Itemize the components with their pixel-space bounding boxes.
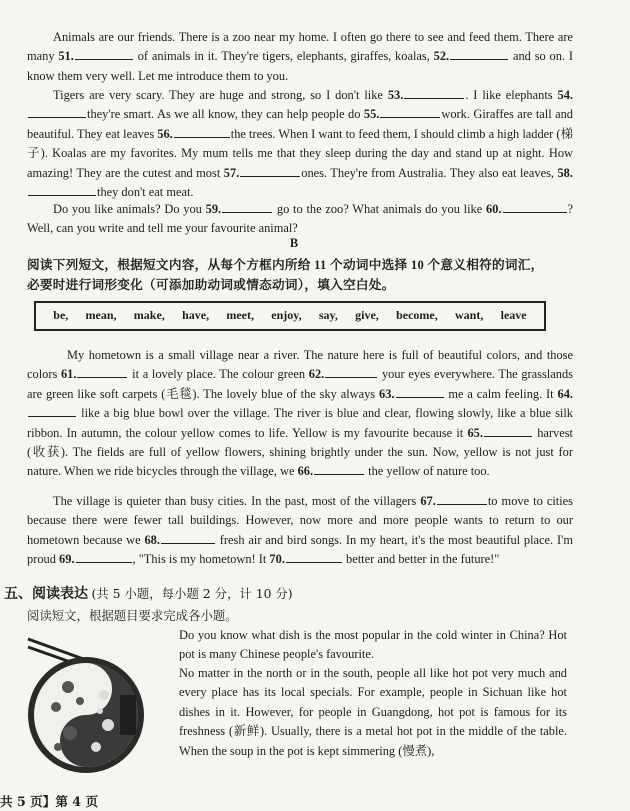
blank-69[interactable] [76,550,132,563]
passage-a-paragraph-1 [27,28,573,86]
blank-62[interactable] [325,365,377,378]
text: better and better in the future!" [346,552,500,567]
section-b-instruction-line-2: 必要时进行词形变化（可添加助动词或情态动词），填入空白处。 [27,278,395,292]
text: it a lovely place. The colour green [132,367,306,382]
question-51-number: 51. [58,49,74,64]
hot-pot-illustration [8,635,168,775]
blank-52[interactable] [450,47,508,60]
word-bank-item: have, [182,308,210,323]
question-52-number: 52. [433,49,450,64]
question-66-number: 66. [297,464,314,479]
passage-a-paragraph-3 [27,200,573,239]
word-bank-item: become, [396,308,438,323]
text: fresh air and bird songs. In my heart, it's the most beautiful place. I'm proud [27,532,573,567]
word-bank-box [34,301,546,331]
blank-70[interactable] [286,550,342,563]
blank-59[interactable] [222,200,272,213]
passage-b-paragraph-2 [27,492,573,570]
blank-64[interactable] [28,404,76,417]
question-60-number: 60. [486,202,502,216]
blank-58[interactable] [28,183,96,196]
text: ? Well, can you write and tell me your favourite animal? [27,202,573,236]
section-b-instruction-line-1: 阅读下列短文，根据短文内容，从每个方框内所给 11 个动词中选择 10 个意义相符的词汇， [27,258,544,272]
text: the yellow of nature too. [368,464,490,479]
section-5-instruction: 阅读短文，根据题目要求完成各小题。 [27,608,238,623]
question-65-number: 65. [467,425,483,440]
text: Do you like animals? Do you [53,202,202,216]
question-56-number: 56. [157,126,173,141]
passage-c-paragraph-2: No matter in the north or in the south, people all like hot pot very much and every place has its local specials. For example, people in Sichuan like hot dishes in it. However, for people in Guangdong, hot pot is famous for its freshness (新鲜). Usually, there is a metal hot pot in the middle of the table. When the soup in the pot is kept simmering (慢煮), [179,666,567,758]
word-bank-item: be, [53,308,69,323]
question-64-number: 64. [557,386,573,401]
text: Tigers are very scary. They are huge and strong, so I don't like [53,88,383,102]
word-bank-item: enjoy, [271,308,302,323]
text: work. Giraffes are tall and beautiful. They eat leaves [27,107,573,141]
passage-a-paragraph-2 [27,86,573,202]
question-59-number: 59. [205,202,222,216]
question-61-number: 61. [60,367,77,382]
word-bank-item: want, [455,308,484,323]
text: the trees. When I want to feed them, I should climb a high ladder (梯子). Koalas are my favorites. My mum tells me that they sleep during the day and stand up at night. How amazing! They are the cutest and most [27,126,573,180]
question-70-number: 70. [269,552,285,567]
blank-65[interactable] [484,424,532,437]
text: of animals in it. They're tigers, elephants, giraffes, koalas, [137,49,430,64]
word-bank-item: meet, [226,308,254,323]
blank-56[interactable] [174,125,230,138]
blank-54[interactable] [28,105,86,118]
text: like a big blue bowl over the village. The river is blue and clear, flowing slowly, like a blue silk ribbon. In autumn, the colour yellow comes to life. Yellow is my favourite because it [27,406,573,440]
blank-67[interactable] [437,492,487,505]
text: they're smart. As we all know, they can help people do [87,107,361,122]
section-5-title: 五、阅读表达 [4,586,88,602]
text: My hometown is a small village near a river. The nature here is full of beautiful colors, and those colors [27,348,573,382]
question-68-number: 68. [144,532,160,547]
word-bank-item: give, [355,308,379,323]
blank-60[interactable] [503,200,567,213]
text: to move to cities because there were fewer tall buildings. However, now more and more people wants to return to our hometown because we [27,494,574,547]
text: go to the zoo? What animals do you like [276,202,483,216]
passage-c-paragraph-1: Do you know what dish is the most popular in the cold winter in China? Hot pot is many Chinese people's favourite. [179,628,567,662]
text: harvest (收获). The fields are full of yellow flowers, shining brightly under the sun. Now, yellow is not just for nature. When we ride bicycles through the village, we [27,425,573,479]
section-5-note: (共 5 小题，每小题 2 分，计 10 分) [91,586,293,601]
question-55-number: 55. [363,107,380,122]
text: me a calm feeling. It [448,386,554,401]
word-bank-item: mean, [85,308,117,323]
text: they don't eat meat. [97,185,194,200]
text: your eyes everywhere. The grasslands are green like soft carpets (毛毯). The lovely blue of the sky always [27,367,573,401]
section-5-heading [4,584,293,604]
question-62-number: 62. [308,367,325,382]
pot-handle [120,695,136,735]
text: ones. They're from Australia. They also eat leaves, [301,165,555,180]
section-b-label: B [289,236,299,250]
question-54-number: 54. [557,88,573,102]
text: The village is quieter than busy cities. In the past, most of the villagers [53,494,417,508]
word-bank-item: make, [133,308,165,323]
blank-55[interactable] [380,105,440,118]
blank-68[interactable] [161,531,215,544]
text: . I like elephants [465,88,553,102]
question-57-number: 57. [223,165,240,180]
blank-53[interactable] [404,86,464,99]
word-bank-item: say, [318,308,338,323]
question-67-number: 67. [420,494,436,508]
blank-63[interactable] [396,385,444,398]
text: , "This is my hometown! It [132,552,267,567]
text: and so on. I know them very well. Let me introduce them to you. [27,49,573,83]
text: Animals are our friends. There is a zoo near my home. I often go there to see and feed them. There are many [27,30,573,64]
question-53-number: 53. [387,88,404,102]
passage-b-paragraph-1 [27,346,573,482]
question-63-number: 63. [379,386,395,401]
page-footer: 共 5 页】第 4 页 [0,794,99,809]
blank-51[interactable] [75,47,133,60]
blank-66[interactable] [314,462,364,475]
question-58-number: 58. [557,165,573,180]
question-69-number: 69. [59,552,75,567]
blank-61[interactable] [77,365,127,378]
blank-57[interactable] [240,164,300,177]
word-bank-item: leave [500,308,527,323]
